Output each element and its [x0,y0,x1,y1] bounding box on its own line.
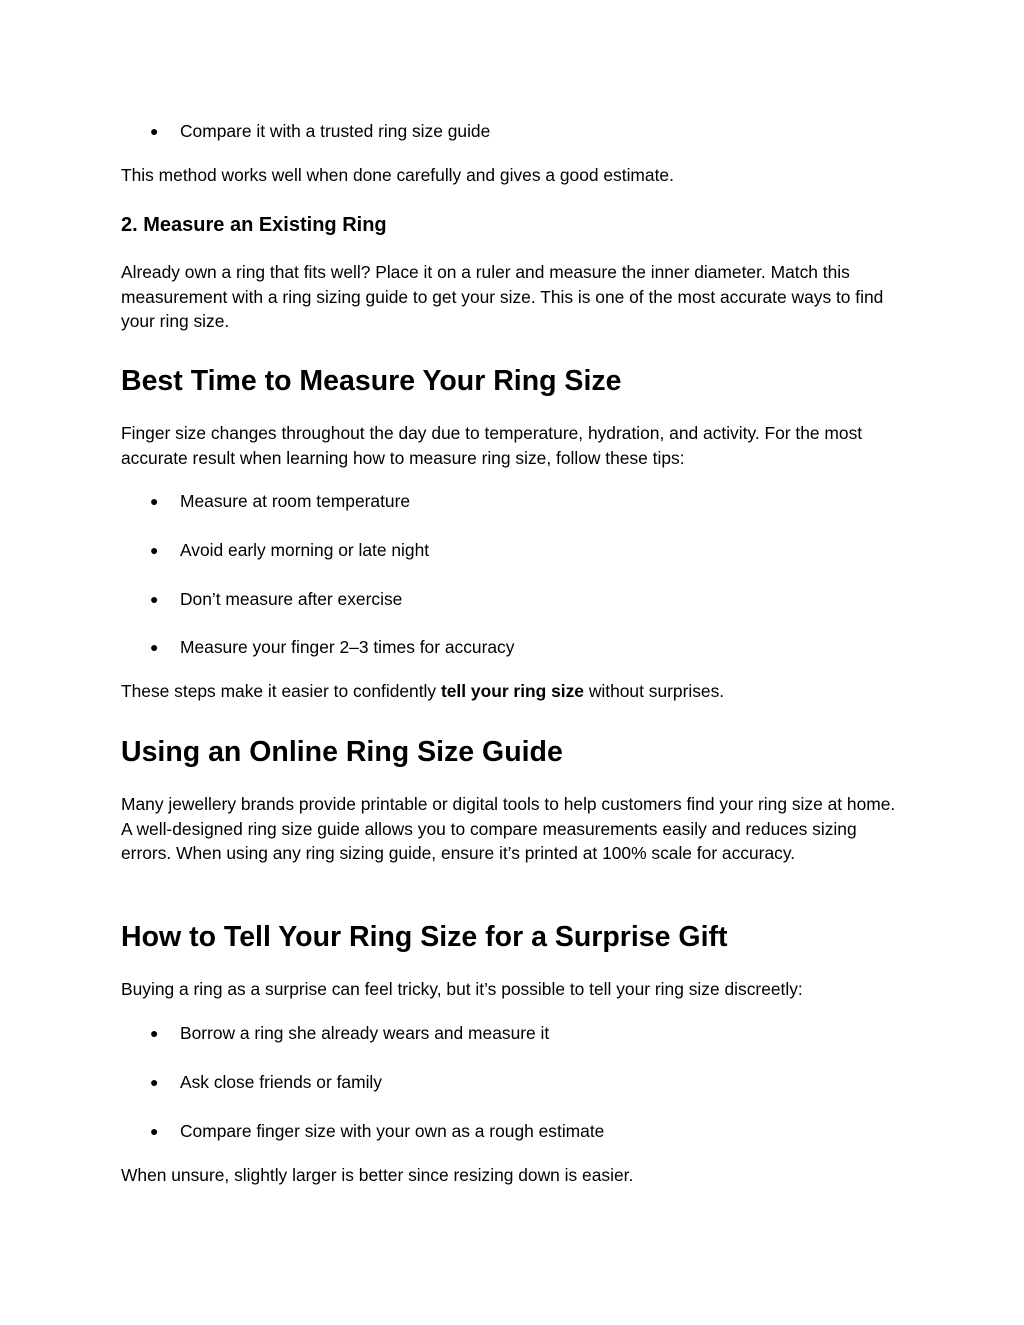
paragraph-text: These steps make it easier to confidently [121,681,441,701]
paragraph: This method works well when done carefully and gives a good estimate. [121,165,674,185]
list-item [150,1021,910,1046]
bullet-icon: ● [150,493,159,509]
list-item [150,587,910,612]
list-item [150,1070,910,1095]
bullet-icon: ● [150,542,159,558]
bullet-icon: ● [150,591,159,607]
paragraph-text: without surprises. [583,681,725,701]
bullet-icon: ● [150,639,159,655]
list-item-text: Borrow a ring she already wears and measure it [180,1023,550,1043]
section-heading: How to Tell Your Ring Size for a Surprise Gift [121,921,728,953]
section-heading: 2. Measure an Existing Ring [121,214,387,236]
paragraph: Buying a ring as a surprise can feel tricky, but it’s possible to tell your ring size discreetly: [121,979,803,999]
bullet-icon: ● [150,1123,159,1139]
list-item-text: Compare it with a trusted ring size guide [180,121,491,141]
paragraph: Already own a ring that fits well? Place it on a ruler and measure the inner diameter. Match this measurement with a ring sizing guide to get your size. This is one of the most accurate ways to find your ring size. [121,262,884,331]
bullet-icon: ● [150,1074,159,1090]
paragraph: Many jewellery brands provide printable or digital tools to help customers find your ring size at home. A well-designed ring size guide allows you to compare measurements easily and reduces sizing errors. When using any ring sizing guide, ensure it’s printed at 100% scale for accuracy. [121,794,896,863]
list-item-text: Compare finger size with your own as a rough estimate [180,1121,605,1141]
list-item [150,538,910,563]
bullet-icon: ● [150,123,159,139]
list-item-text: Ask close friends or family [180,1072,382,1092]
bold-phrase: tell your ring size [440,681,584,701]
paragraph: Finger size changes throughout the day due to temperature, hydration, and activity. For the most accurate result when learning how to measure ring size, follow these tips: [121,423,863,468]
list-item-text: Don’t measure after exercise [180,589,403,609]
list-item [150,1119,910,1144]
paragraph [121,679,911,704]
list-item [150,119,910,144]
list-item-text: Avoid early morning or late night [180,540,430,560]
paragraph: When unsure, slightly larger is better since resizing down is easier. [121,1165,634,1185]
section-heading: Best Time to Measure Your Ring Size [121,365,622,397]
list-item-text: Measure your finger 2–3 times for accuracy [180,637,515,657]
section-heading: Using an Online Ring Size Guide [121,736,563,768]
list-item [150,489,910,514]
list-item-text: Measure at room temperature [180,491,411,511]
list-item [150,635,910,660]
bullet-icon: ● [150,1025,159,1041]
